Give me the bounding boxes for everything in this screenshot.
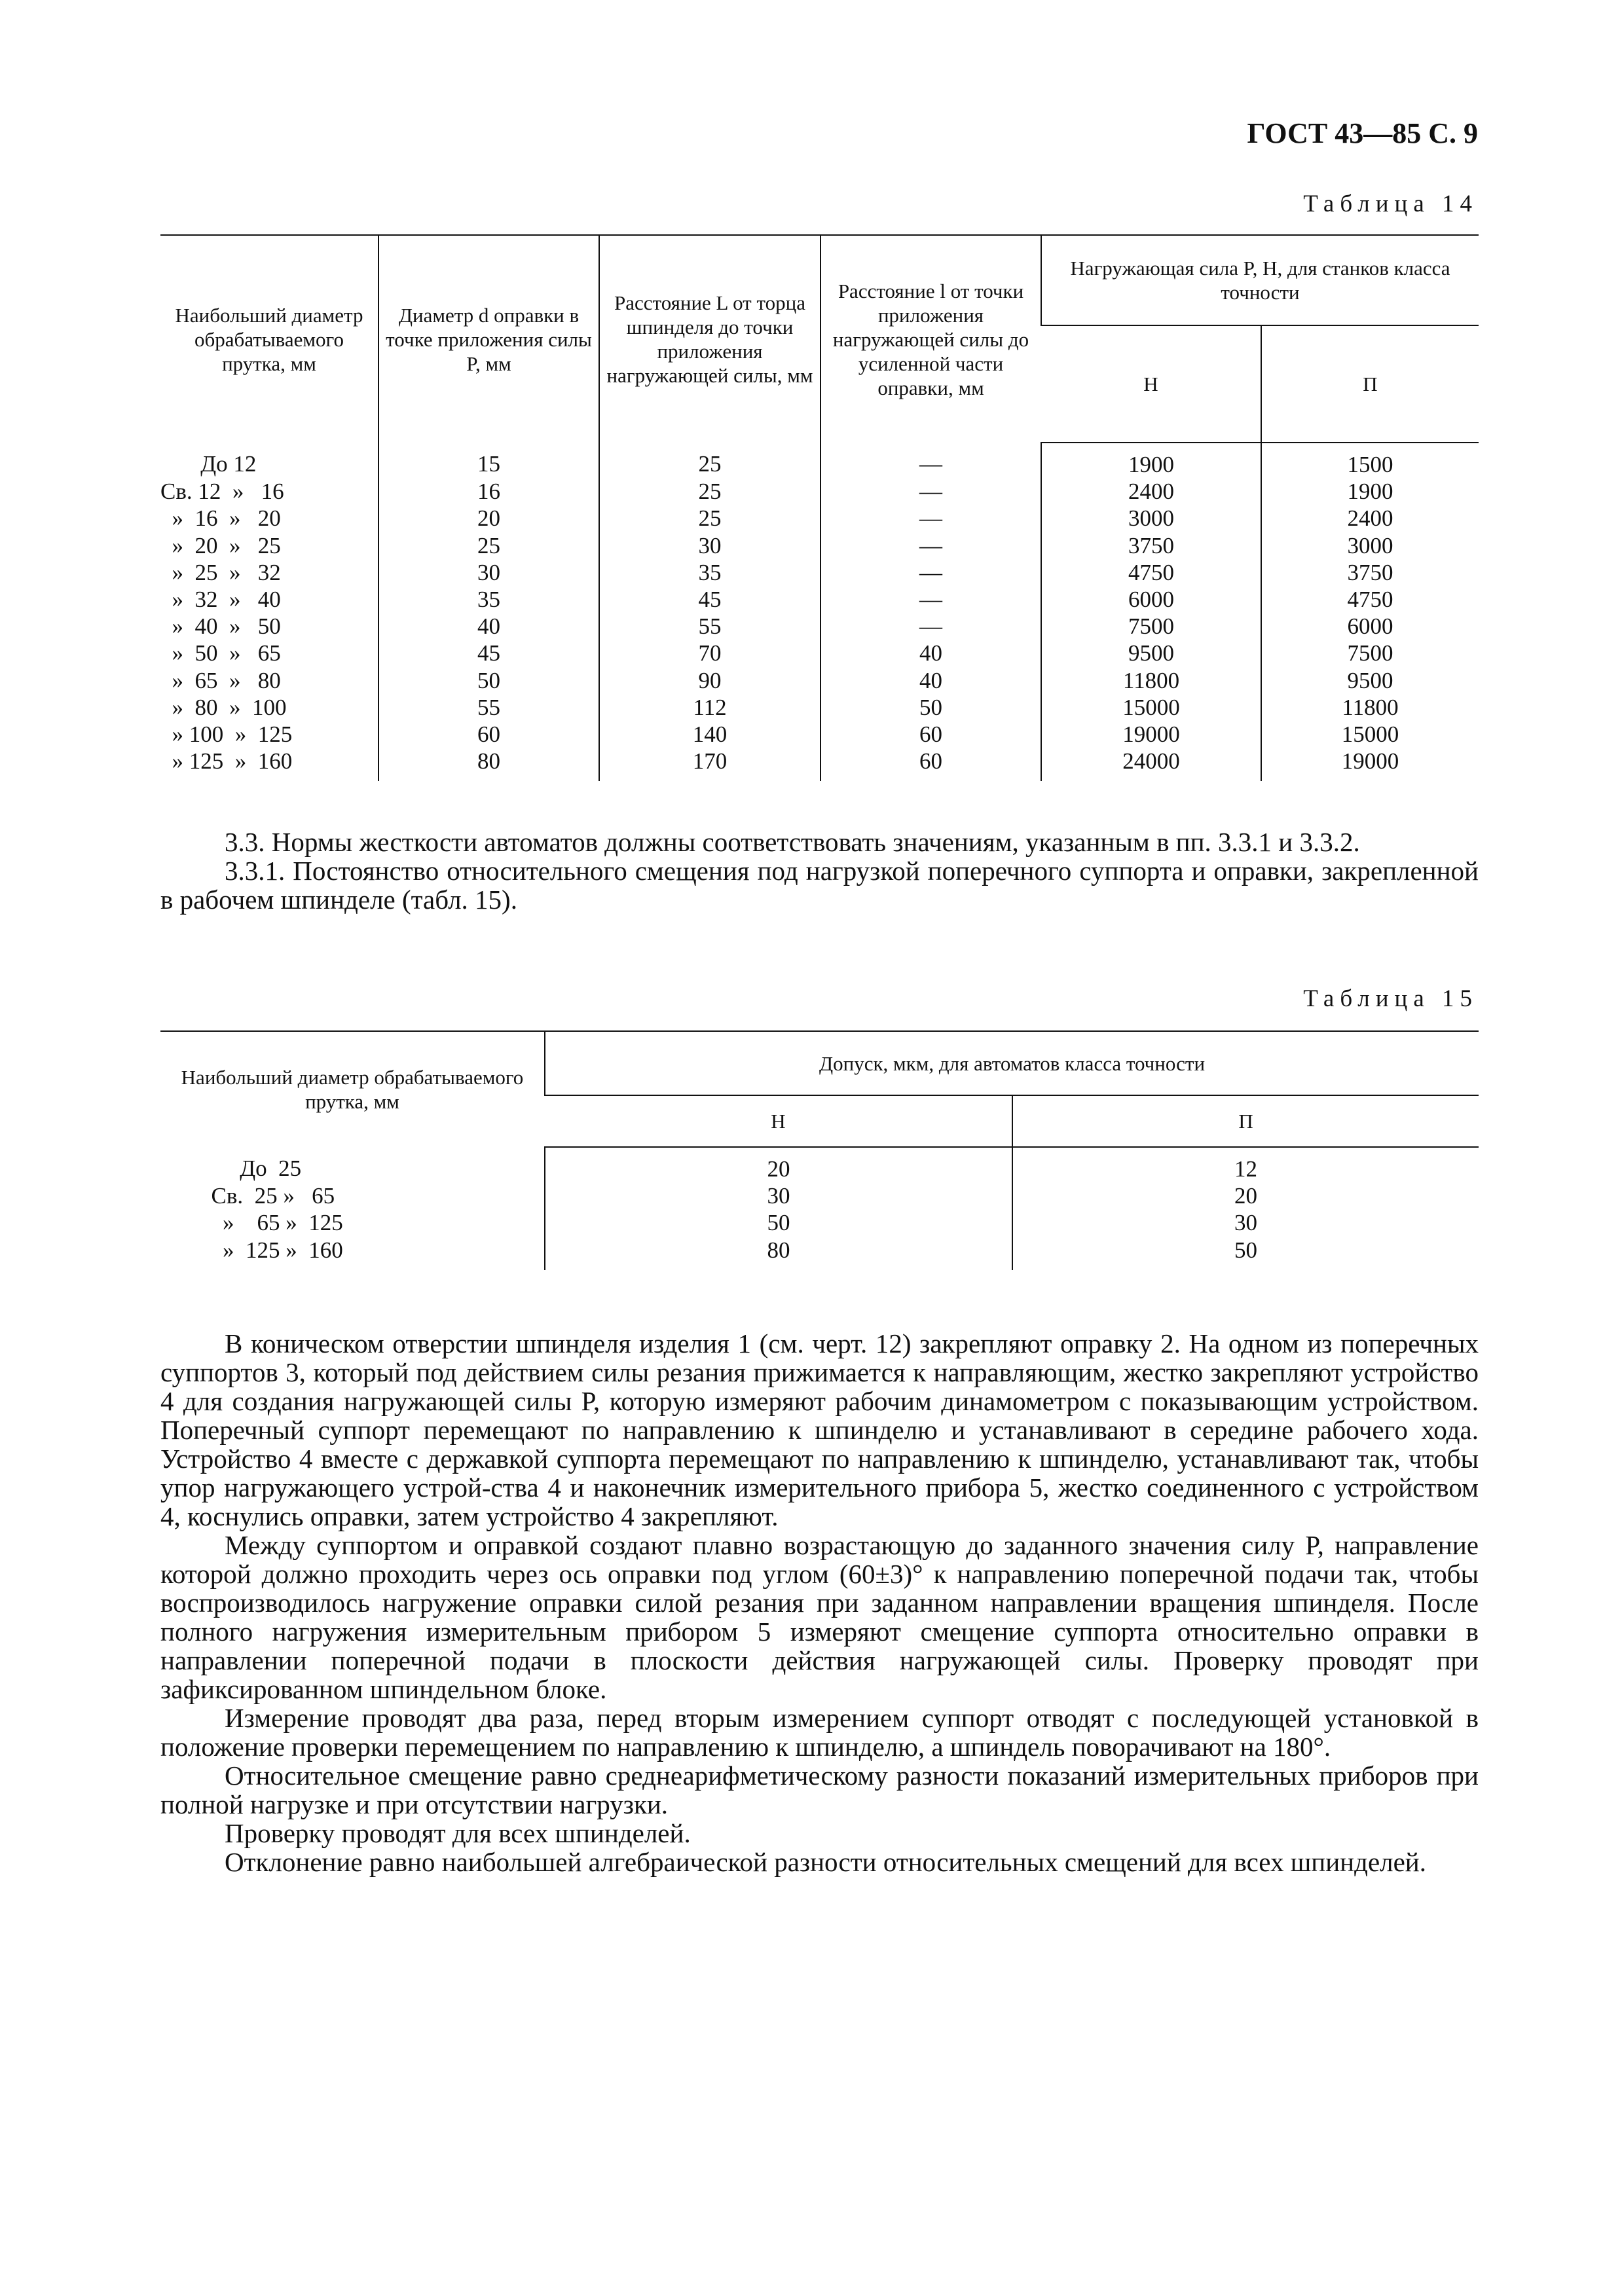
table14-cell-force-class-n: 3000 <box>1041 505 1261 532</box>
table15-cell-tolerance-class-n: 50 <box>545 1209 1012 1236</box>
table14-header-diameter: Наибольший диаметр обрабатываемого прутка, мм <box>160 235 378 443</box>
table14-cell-distance-L: 30 <box>599 532 820 559</box>
table14-cell-distance-L: 55 <box>599 613 820 640</box>
table14-range-text: » 40 » 50 <box>160 613 281 640</box>
table14-range-text: » 80 » 100 <box>160 694 287 720</box>
table14-cell-distance-l: — <box>820 559 1041 586</box>
table14-cell-mandrel-d: 80 <box>378 748 599 781</box>
table14-row <box>160 694 1479 721</box>
method-description <box>160 1329 1479 1876</box>
table14-cell-force-class-p: 1500 <box>1261 443 1479 478</box>
table14-cell-diameter-range <box>160 559 378 586</box>
table14-cell-mandrel-d: 40 <box>378 613 599 640</box>
table14-cell-force-class-n: 11800 <box>1041 667 1261 694</box>
table15-cell-tolerance-class-p: 12 <box>1012 1147 1479 1182</box>
table14-cell-diameter-range <box>160 640 378 666</box>
table14-cell-diameter-range <box>160 721 378 748</box>
table14-range-text: » 16 » 20 <box>160 505 281 532</box>
table14-cell-mandrel-d: 35 <box>378 586 599 613</box>
table14-cell-diameter-range <box>160 478 378 505</box>
table14-cell-distance-l: 40 <box>820 667 1041 694</box>
table14-cell-mandrel-d: 20 <box>378 505 599 532</box>
table14-cell-force-class-n: 1900 <box>1041 443 1261 478</box>
table15-cell-diameter-range <box>160 1182 545 1209</box>
table14-cell-mandrel-d: 50 <box>378 667 599 694</box>
table14-header-distance-L: Расстояние L от торца шпинделя до точки приложения нагружающей силы, мм <box>599 235 820 443</box>
table14-cell-force-class-n: 4750 <box>1041 559 1261 586</box>
paragraph-method-3: Измерение проводят два раза, перед вторым измерением суппорт отводят с последующей установкой в положение проверки перемещением по направлению к шпинделю, а шпиндель поворачивают на 180°. <box>160 1703 1479 1762</box>
table14-cell-distance-l: 50 <box>820 694 1041 721</box>
table14-cell-distance-L: 25 <box>599 443 820 478</box>
table14 <box>160 234 1479 781</box>
table14-row <box>160 613 1479 640</box>
table14-cell-force-class-p: 15000 <box>1261 721 1479 748</box>
table14-range-text: » 50 » 65 <box>160 640 281 666</box>
paragraph-method-6: Отклонение равно наибольшей алгебраической разности относительных смещений для всех шпинделей. <box>225 1847 1426 1877</box>
table14-cell-distance-l: — <box>820 613 1041 640</box>
table15-header-class-n: Н <box>545 1095 1012 1147</box>
table15-row <box>160 1209 1479 1236</box>
table15-row <box>160 1147 1479 1182</box>
table14-range-text: » 65 » 80 <box>160 667 281 693</box>
table14-row <box>160 505 1479 532</box>
table14-header-distance-l: Расстояние l от точки приложения нагружающей силы до усиленной части оправки, мм <box>820 235 1041 443</box>
table14-cell-force-class-n: 15000 <box>1041 694 1261 721</box>
table14-cell-distance-l: 60 <box>820 721 1041 748</box>
paragraph-method-2: Между суппортом и оправкой создают плавно возрастающую до заданного значения силу P, направление которой должно проходить через ось оправки под углом (60±3)° к направлению поперечной подачи так, чтобы воспроизводилось нагружение оправки силой резания при заданном направлении вращения шпинделя. После полного нагружения измерительным прибором 5 измеряют смещение суппорта относительно оправки в направлении поперечной подачи в плоскости действия нагружающей силы. Проверку проводят при зафиксированном шпиндельном блоке. <box>160 1530 1479 1704</box>
table14-cell-distance-L: 45 <box>599 586 820 613</box>
table14-cell-force-class-p: 9500 <box>1261 667 1479 694</box>
table14-cell-distance-L: 25 <box>599 478 820 505</box>
table14-cell-force-class-p: 19000 <box>1261 748 1479 781</box>
table14-cell-distance-L: 35 <box>599 559 820 586</box>
table14-cell-force-class-n: 7500 <box>1041 613 1261 640</box>
table14-cell-force-class-n: 3750 <box>1041 532 1261 559</box>
paragraph-method-5: Проверку проводят для всех шпинделей. <box>225 1818 691 1848</box>
table14-cell-force-class-p: 3750 <box>1261 559 1479 586</box>
table15-cell-tolerance-class-p: 50 <box>1012 1237 1479 1270</box>
table14-cell-diameter-range <box>160 613 378 640</box>
table15-range-text: До 25 <box>200 1156 302 1181</box>
table14-range-text: Св. 12 » 16 <box>160 479 284 505</box>
table14-cell-distance-l: — <box>820 478 1041 505</box>
table14-cell-distance-l: — <box>820 505 1041 532</box>
table14-cell-mandrel-d: 15 <box>378 443 599 478</box>
table15-header-class-p: П <box>1012 1095 1479 1147</box>
table14-row <box>160 478 1479 505</box>
table14-cell-force-class-p: 2400 <box>1261 505 1479 532</box>
table14-header-class-p: П <box>1261 325 1479 443</box>
table14-row <box>160 559 1479 586</box>
table15-row <box>160 1182 1479 1209</box>
table14-cell-distance-l: — <box>820 586 1041 613</box>
table15-cell-tolerance-class-n: 30 <box>545 1182 1012 1209</box>
table14-cell-force-class-n: 9500 <box>1041 640 1261 666</box>
table14-header-mandrel-d: Диаметр d оправки в точке приложения силы P, мм <box>378 235 599 443</box>
table14-caption: Таблица 14 <box>1303 191 1478 217</box>
table15-cell-diameter-range <box>160 1209 545 1236</box>
table14-header-load-force: Нагружающая сила P, Н, для станков класса точности <box>1041 235 1479 325</box>
table15-header-tolerance: Допуск, мкм, для автоматов класса точности <box>545 1031 1479 1095</box>
table14-cell-force-class-p: 6000 <box>1261 613 1479 640</box>
table14-range-text: » 25 » 32 <box>160 559 281 585</box>
table15-cell-diameter-range <box>160 1147 545 1182</box>
table15-cell-diameter-range <box>160 1237 545 1270</box>
table14-row <box>160 586 1479 613</box>
table15-cell-tolerance-class-p: 20 <box>1012 1182 1479 1209</box>
table15-range-text: » 65 » 125 <box>200 1210 343 1236</box>
table14-cell-diameter-range <box>160 586 378 613</box>
paragraph-3-3: 3.3. Нормы жесткости автоматов должны соответствовать значениям, указанным в пп. 3.3.1 и 3.3.2. <box>225 827 1360 857</box>
table14-cell-distance-l: — <box>820 532 1041 559</box>
table14-cell-force-class-n: 19000 <box>1041 721 1261 748</box>
table15-caption: Таблица 15 <box>1303 985 1478 1012</box>
table14-cell-force-class-p: 3000 <box>1261 532 1479 559</box>
table14-row <box>160 748 1479 781</box>
table14-cell-force-class-n: 24000 <box>1041 748 1261 781</box>
table15-cell-tolerance-class-p: 30 <box>1012 1209 1479 1236</box>
table14-cell-diameter-range <box>160 532 378 559</box>
table14-cell-force-class-p: 11800 <box>1261 694 1479 721</box>
table14-range-text: » 100 » 125 <box>160 721 293 748</box>
table14-cell-distance-l: 60 <box>820 748 1041 781</box>
table14-cell-diameter-range <box>160 667 378 694</box>
table14-cell-diameter-range <box>160 505 378 532</box>
table14-range-text: » 20 » 25 <box>160 532 281 558</box>
table14-cell-force-class-p: 4750 <box>1261 586 1479 613</box>
table14-range-text: » 125 » 160 <box>160 748 293 774</box>
table15-range-text: Св. 25 » 65 <box>200 1183 335 1209</box>
table15-range-text: » 125 » 160 <box>200 1237 343 1263</box>
table14-cell-mandrel-d: 55 <box>378 694 599 721</box>
table15 <box>160 1030 1479 1270</box>
table14-row <box>160 667 1479 694</box>
table14-range-text: » 32 » 40 <box>160 587 281 613</box>
table14-cell-mandrel-d: 45 <box>378 640 599 666</box>
table14-cell-mandrel-d: 30 <box>378 559 599 586</box>
table14-row <box>160 721 1479 748</box>
table14-cell-distance-L: 112 <box>599 694 820 721</box>
table14-cell-diameter-range <box>160 748 378 781</box>
table14-row <box>160 443 1479 478</box>
table14-cell-distance-L: 170 <box>599 748 820 781</box>
paragraph-method-1: В коническом отверстии шпинделя изделия 1 (см. черт. 12) закрепляют оправку 2. На одном из поперечных суппортов 3, который под действием силы резания прижимается к направляющим, жестко закрепляют устройство 4 для создания нагружающей силы P, которую измеряют рабочим динамометром с показывающим устройством. Поперечный суппорт перемещают по направлению к шпинделю и устанавливают в середине рабочего хода. Устройство 4 вместе с державкой суппорта перемещают по направлению к шпинделю, устанавливают так, чтобы упор нагружающего устрой-ства 4 и наконечник измерительного прибора 5, жестко соединенного с устройством 4, коснулись оправки, затем устройство 4 закрепляют. <box>160 1328 1479 1531</box>
table14-range-text: До 12 <box>160 451 257 477</box>
table14-cell-force-class-n: 6000 <box>1041 586 1261 613</box>
table14-row <box>160 640 1479 666</box>
table15-row <box>160 1237 1479 1270</box>
table15-header-diameter: Наибольший диаметр обрабатываемого прутка, мм <box>160 1031 545 1147</box>
table14-cell-distance-L: 90 <box>599 667 820 694</box>
table14-cell-force-class-p: 1900 <box>1261 478 1479 505</box>
table14-header-class-n: Н <box>1041 325 1261 443</box>
table14-cell-distance-L: 140 <box>599 721 820 748</box>
paragraph-method-4: Относительное смещение равно среднеарифметическому разности показаний измерительных приборов при полной нагрузке и при отсутствии нагрузки. <box>160 1760 1479 1819</box>
table14-cell-distance-l: — <box>820 443 1041 478</box>
paragraph-3-3-1: 3.3.1. Постоянство относительного смещения под нагрузкой поперечного суппорта и оправки, закрепленной в рабочем шпинделе (табл. 15). <box>160 856 1479 915</box>
table14-cell-distance-L: 25 <box>599 505 820 532</box>
table15-cell-tolerance-class-n: 80 <box>545 1237 1012 1270</box>
table14-cell-diameter-range <box>160 694 378 721</box>
table14-cell-mandrel-d: 16 <box>378 478 599 505</box>
table14-cell-force-class-p: 7500 <box>1261 640 1479 666</box>
document-number: ГОСТ 43—85 С. 9 <box>1247 117 1478 149</box>
table14-row <box>160 532 1479 559</box>
table14-cell-mandrel-d: 25 <box>378 532 599 559</box>
section-3-3 <box>160 828 1479 914</box>
table14-cell-distance-L: 70 <box>599 640 820 666</box>
table14-cell-force-class-n: 2400 <box>1041 478 1261 505</box>
table14-cell-distance-l: 40 <box>820 640 1041 666</box>
table15-cell-tolerance-class-n: 20 <box>545 1147 1012 1182</box>
table14-cell-mandrel-d: 60 <box>378 721 599 748</box>
table14-cell-diameter-range <box>160 443 378 478</box>
